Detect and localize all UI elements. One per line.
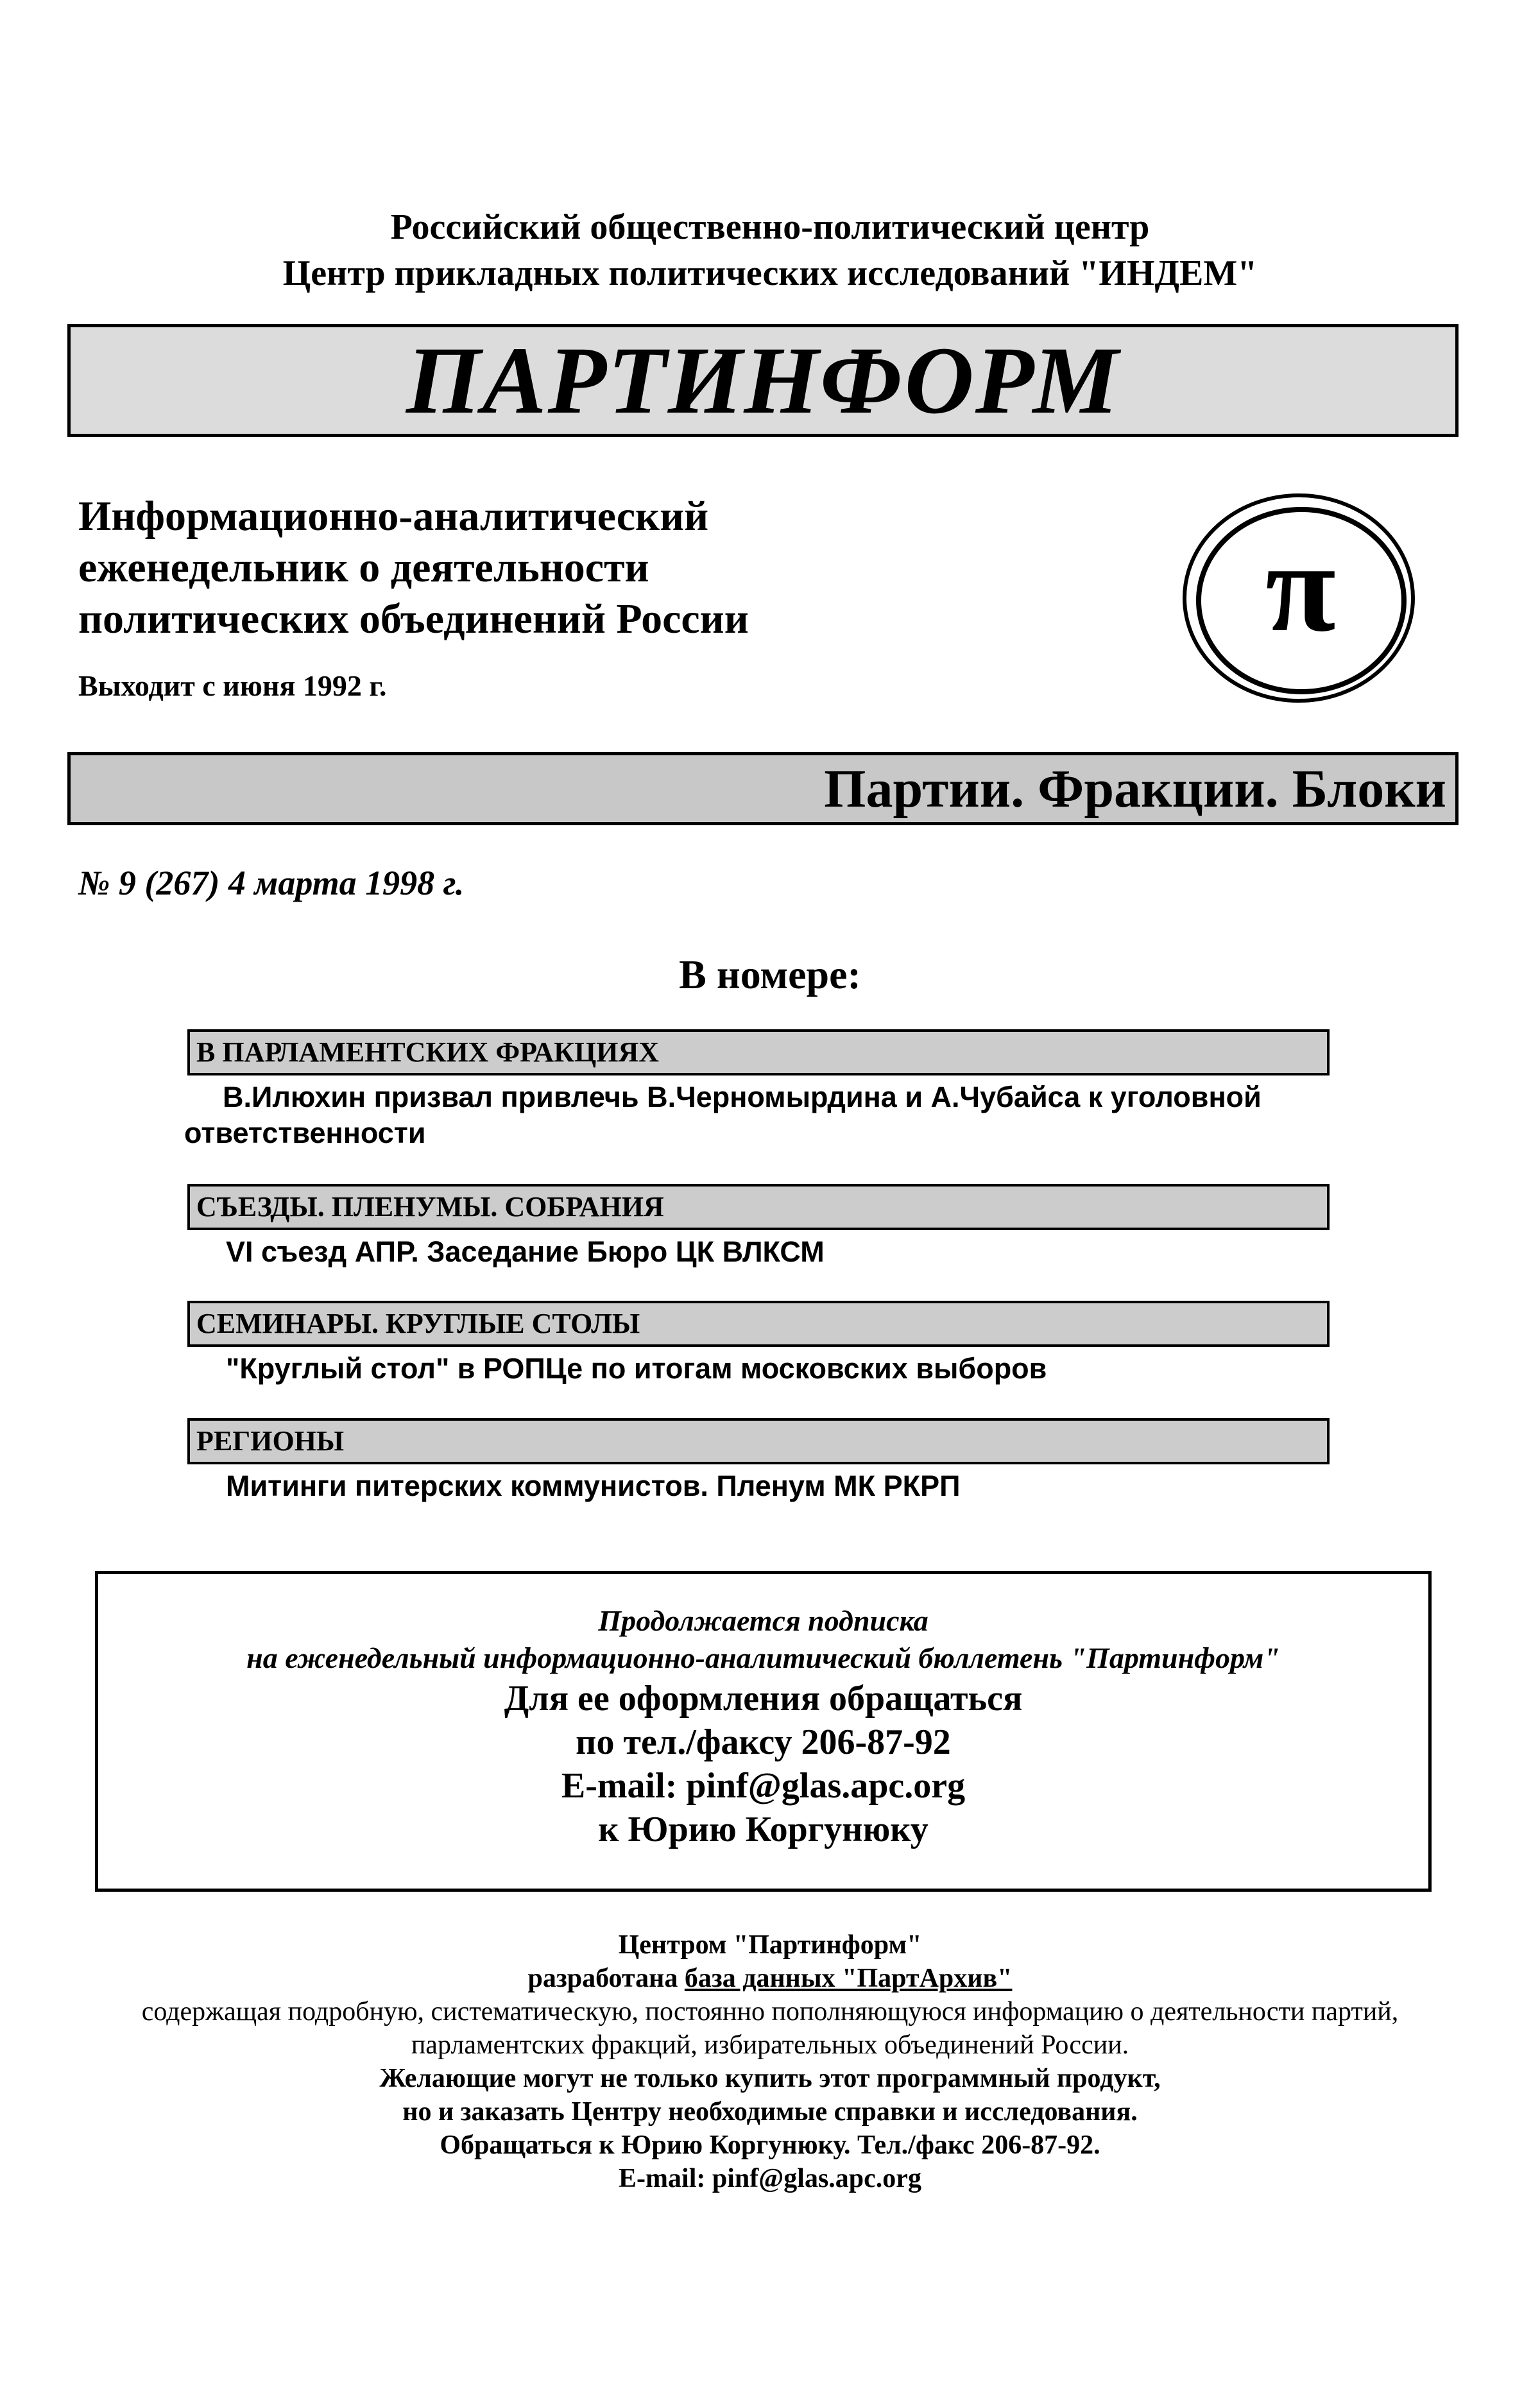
publication-since: Выходит с июня 1992 г.: [78, 669, 387, 702]
footer-line: [0, 1962, 1540, 1995]
contents-section-parliament: [184, 1029, 1330, 1151]
footer-line: содержащая подробную, систематическую, постоянно пополняющуюся информацию о деятельности партий,: [141, 1997, 1399, 2026]
logo-symbol: π: [1265, 517, 1336, 658]
section-heading: РЕГИОНЫ: [187, 1418, 1330, 1464]
section-heading: СЪЕЗДЫ. ПЛЕНУМЫ. СОБРАНИЯ: [187, 1184, 1330, 1230]
footer-line: Желающие могут не только купить этот программный продукт,: [379, 2064, 1161, 2093]
issue-number: № 9 (267) 4 марта 1998 г.: [78, 864, 465, 902]
org-name-line: Российский общественно-политический центр: [390, 207, 1150, 247]
description-line: Информационно-аналитический: [78, 493, 709, 540]
section-item-line: "Круглый стол" в РОПЦе по итогам московских выборов: [226, 1352, 1047, 1385]
description-line: еженедельник о деятельности: [78, 544, 649, 591]
rubric-title: Партии. Фракции. Блоки: [824, 758, 1446, 819]
section-heading: СЕМИНАРЫ. КРУГЛЫЕ СТОЛЫ: [187, 1301, 1330, 1347]
rubric-bar: [67, 752, 1459, 825]
contents-section-regions: [187, 1418, 1330, 1504]
subscription-line: на еженедельный информационно-аналитический бюллетень "Партинформ": [246, 1641, 1280, 1674]
description-line: политических объединений России: [78, 596, 749, 642]
pi-circle-icon: [1176, 488, 1422, 709]
contents-title: В номере:: [679, 952, 861, 997]
footer-line: парламентских фракций, избирательных объединений России.: [411, 2030, 1129, 2060]
section-body: [187, 1351, 1330, 1387]
section-item-line: VI съезд АПР. Заседание Бюро ЦК ВЛКСМ: [226, 1235, 825, 1268]
footer-text: разработана: [527, 1964, 685, 1993]
footer-info: [0, 1928, 1540, 2195]
footer-email[interactable]: E-mail: pinf@glas.apc.org: [619, 2164, 921, 2193]
section-body: [187, 1234, 1330, 1270]
masthead-banner: [67, 324, 1459, 437]
database-link[interactable]: база данных "ПартАрхив": [684, 1964, 1013, 1993]
section-item-line: ответственности: [184, 1117, 426, 1149]
footer-line: Центром "Партинформ": [618, 1930, 922, 1960]
section-body: [184, 1079, 1330, 1151]
section-item-line: Митинги питерских коммунистов. Пленум МК РКРП: [226, 1469, 961, 1502]
publication-description: [78, 491, 749, 645]
subscription-box: [95, 1571, 1432, 1892]
subscription-line: Для ее оформления обращаться: [504, 1679, 1023, 1718]
section-item-line: В.Илюхин призвал привлечь В.Черномырдина и А.Чубайса к уголовной: [223, 1081, 1262, 1113]
organization-header: [0, 204, 1540, 296]
subscription-email[interactable]: E-mail: pinf@glas.apc.org: [561, 1766, 966, 1806]
subscription-line: Продолжается подписка: [598, 1604, 928, 1637]
footer-line: Обращаться к Юрию Коргунюку. Тел./факс 206-87-92.: [440, 2130, 1100, 2160]
center-name-line: Центр прикладных политических исследований "ИНДЕМ": [282, 253, 1258, 293]
section-heading: В ПАРЛАМЕНТСКИХ ФРАКЦИЯХ: [187, 1029, 1330, 1075]
section-body: [187, 1468, 1330, 1504]
contents-section-congresses: [187, 1184, 1330, 1270]
subscription-phone: по тел./факсу 206-87-92: [576, 1722, 951, 1762]
subscription-contact: к Юрию Коргунюку: [598, 1810, 928, 1849]
contents-section-seminars: [187, 1301, 1330, 1387]
publication-title: ПАРТИНФОРМ: [406, 327, 1120, 434]
footer-line: но и заказать Центру необходимые справки и исследования.: [402, 2097, 1138, 2127]
